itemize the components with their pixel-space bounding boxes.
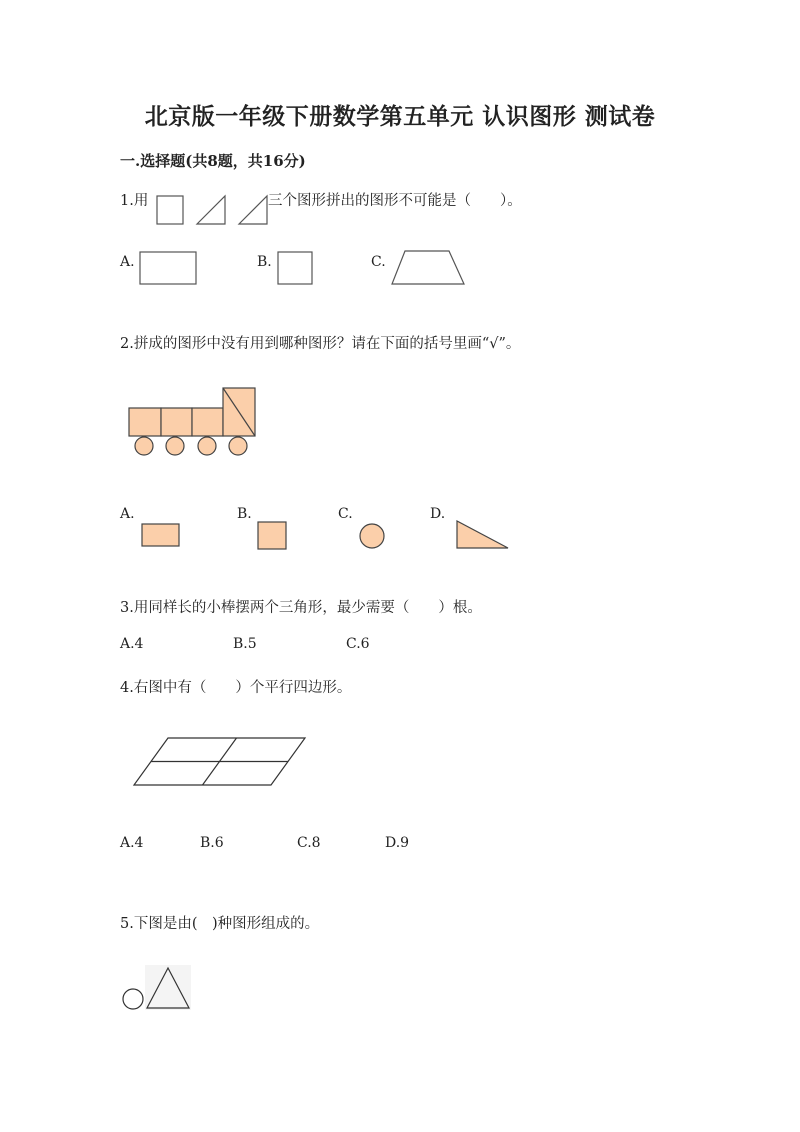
q4-option-d[interactable]: D.9: [385, 835, 410, 851]
q4-option-c[interactable]: C.8: [297, 835, 321, 851]
section-heading: 一.选择题(共8题，共16分): [120, 152, 306, 170]
q2-text: 2.拼成的图形中没有用到哪种图形？请在下面的括号里画“√”。: [120, 336, 521, 352]
q1-text-prefix: 1.用: [120, 193, 149, 209]
q4-option-a[interactable]: A.4: [120, 835, 144, 851]
q2-train-figure: [126, 384, 261, 459]
q1-option-a-rectangle[interactable]: [138, 250, 200, 288]
q2-option-b-square[interactable]: [256, 520, 290, 552]
q1-shapes-figure: [150, 190, 270, 230]
page-title: 北京版一年级下册数学第五单元 认识图形 测试卷: [144, 103, 656, 130]
q3-text: 3.用同样长的小棒摆两个三角形，最少需要（ ）根。: [120, 600, 482, 616]
q2-option-a-label[interactable]: A.: [120, 506, 135, 522]
q1-option-c-label[interactable]: C.: [371, 254, 386, 270]
q2-option-a-rectangle[interactable]: [140, 522, 182, 550]
q1-text-suffix: 三个图形拼出的图形不可能是（ ）。: [268, 193, 522, 209]
q4-text: 4.右图中有（ ）个平行四边形。: [120, 680, 352, 696]
q1-option-a-label[interactable]: A.: [120, 254, 135, 270]
q1-option-b-square[interactable]: [276, 250, 316, 288]
q5-text: 5.下图是由( )种图形组成的。: [120, 916, 320, 932]
q2-option-d-triangle[interactable]: [454, 518, 512, 552]
q1-square-shape: [157, 196, 183, 224]
q2-option-b-label[interactable]: B.: [237, 506, 252, 522]
q5-shapes-figure: [120, 964, 195, 1012]
q1-option-c-trapezoid[interactable]: [390, 248, 468, 288]
q3-option-a[interactable]: A.4: [120, 636, 144, 652]
q4-option-b[interactable]: B.6: [200, 835, 224, 851]
q2-option-d-label[interactable]: D.: [430, 506, 446, 522]
q3-option-c[interactable]: C.6: [346, 636, 370, 652]
q2-option-c-circle[interactable]: [358, 522, 386, 550]
q2-option-c-label[interactable]: C.: [338, 506, 353, 522]
q1-triangle-shape-2: [239, 196, 267, 224]
q1-triangle-shape-1: [197, 196, 225, 224]
q1-option-b-label[interactable]: B.: [257, 254, 272, 270]
q4-parallelogram-figure: [130, 734, 310, 790]
q3-option-b[interactable]: B.5: [233, 636, 257, 652]
